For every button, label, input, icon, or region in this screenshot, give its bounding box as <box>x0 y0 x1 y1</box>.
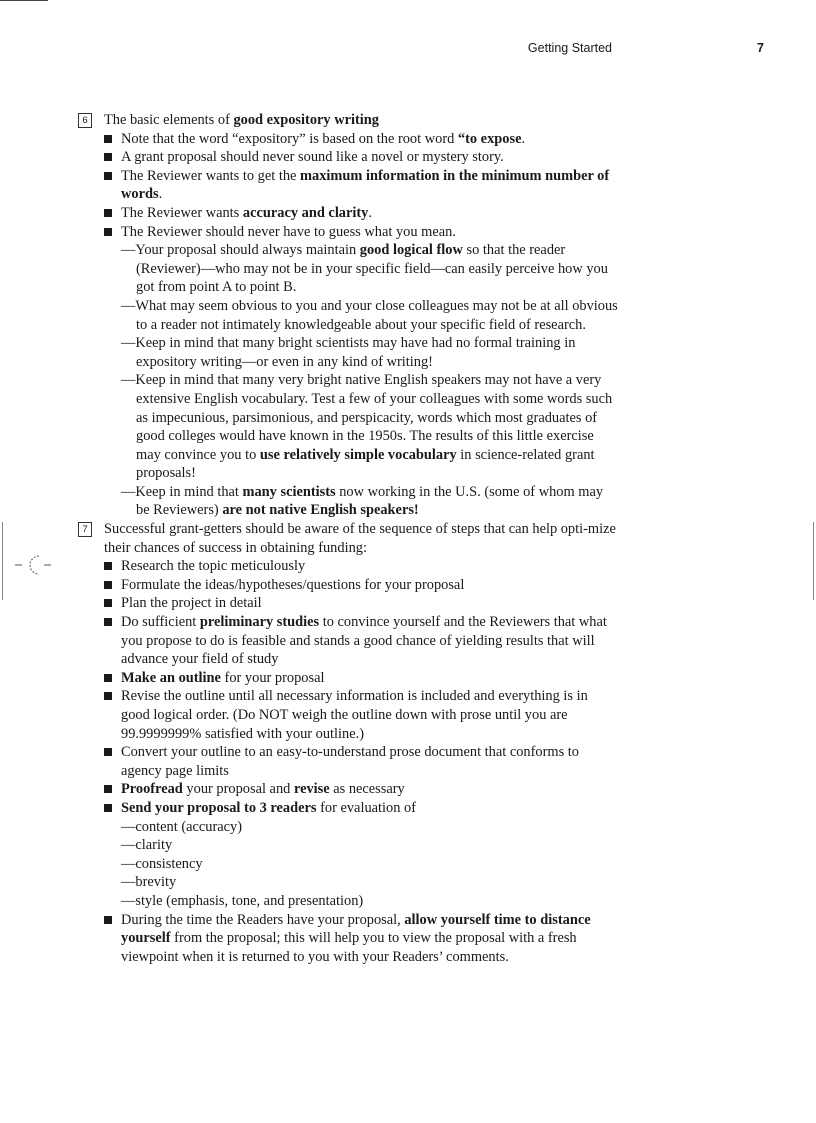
emphasis-text: preliminary studies <box>199 614 320 631</box>
page-number: 7 <box>757 41 764 55</box>
running-header <box>0 40 816 60</box>
list-item <box>104 576 618 595</box>
crop-mark <box>0 0 48 1</box>
margin-rule-left <box>2 522 3 600</box>
emphasis-text: maximum information in the minimum number of words <box>121 167 610 203</box>
bullet-text: A grant proposal should never sound like a novel or mystery story. <box>121 149 504 166</box>
emphasis-text: many scientists <box>242 483 336 500</box>
bullet-text: The Reviewer wants accuracy and clarity. <box>121 204 372 221</box>
emphasis-text: are not native English speakers! <box>222 502 419 519</box>
running-title: Getting Started <box>527 41 612 55</box>
bullet-text: Proofread your proposal and revise as necessary <box>121 781 405 798</box>
list-item <box>104 557 618 576</box>
bullet-text: Make an outline for your proposal <box>121 669 325 686</box>
square-bullet-icon <box>104 228 112 236</box>
sublist-item: —brevity <box>121 874 177 891</box>
bullet-text: Send your proposal to 3 readers for evaluation of <box>121 799 416 816</box>
section-intro: The basic elements of good expository writing <box>104 112 379 128</box>
list-item <box>104 148 618 167</box>
sublist-item: —What may seem obvious to you and your close colleagues may not be at all obvious to a reader not intimately knowledgeable about your specific field of research. <box>121 297 618 333</box>
bullet-text: Convert your outline to an easy-to-understand prose document that conforms to agency page limits <box>121 744 579 779</box>
list-item <box>104 613 618 669</box>
bullet-text: During the time the Readers have your proposal, allow yourself time to distance yourself from the proposal; this will help you to view the proposal with a fresh viewpoint when it is returned to you with your Readers’ comments. <box>121 911 591 965</box>
sublist-item: —style (emphasis, tone, and presentation) <box>121 892 364 909</box>
emphasis-text: Make an outline <box>121 669 221 686</box>
emphasis-text: Proofread <box>121 781 183 798</box>
dash-sublist <box>121 241 618 520</box>
emphasis-text: revise <box>293 781 330 798</box>
square-bullet-icon <box>104 599 112 607</box>
square-bullet-icon <box>104 209 112 217</box>
list-item <box>104 130 618 149</box>
section-number: 7 <box>78 522 92 537</box>
sublist-item: —content (accuracy) <box>121 818 243 835</box>
emphasis-text: good logical flow <box>359 242 463 259</box>
sublist-item: —Keep in mind that many very bright native English speakers may not have a very extensive English vocabulary. Test a few of your colleagues with some words such as impecunious, parsimonious, and perspicacity, words which most graduates of good colleges would have known in the 1950s. The results of this little exercise may convince you to use relatively simple vocabulary in science-related grant proposals! <box>121 372 613 482</box>
square-bullet-icon <box>104 172 112 180</box>
margin-rule-right <box>813 522 814 600</box>
bullet-list <box>104 557 618 966</box>
list-item <box>104 594 618 613</box>
bullet-text: Research the topic meticulously <box>121 558 306 575</box>
emphasis-text: good expository writing <box>233 112 379 128</box>
list-item <box>104 799 618 911</box>
registration-mark-icon <box>15 553 51 577</box>
sublist-item: —Keep in mind that many scientists now working in the U.S. (some of whom may be Reviewers) are not native English speakers! <box>121 483 604 519</box>
emphasis-text: use relatively simple vocabulary <box>259 446 457 463</box>
page-body <box>78 111 618 966</box>
square-bullet-icon <box>104 674 112 682</box>
sublist-item: —consistency <box>121 855 203 872</box>
list-item <box>104 223 618 521</box>
square-bullet-icon <box>104 804 112 812</box>
bullet-text: Do sufficient preliminary studies to convince yourself and the Reviewers that what you propose to do is feasible and stands a good chance of yielding results that will advance your field of study <box>121 614 607 668</box>
bullet-text: The Reviewer wants to get the maximum information in the minimum number of words. <box>121 167 610 203</box>
emphasis-text: accuracy and clarity <box>242 204 369 221</box>
emphasis-text: allow yourself time to distance yourself <box>121 911 591 947</box>
section <box>78 520 618 966</box>
sublist-item: —clarity <box>121 837 173 854</box>
section <box>78 111 618 520</box>
emphasis-text: Send your proposal to 3 readers <box>121 799 317 816</box>
list-item <box>104 687 618 743</box>
section-number: 6 <box>78 113 92 128</box>
square-bullet-icon <box>104 916 112 924</box>
dash-sublist <box>121 818 618 911</box>
square-bullet-icon <box>104 785 112 793</box>
list-item <box>104 669 618 688</box>
list-item <box>104 911 618 967</box>
bullet-text: Revise the outline until all necessary information is included and everything is in good logical order. (Do NOT weigh the outline down with prose until you are 99.9999999% satisfied with your outline.) <box>121 688 588 742</box>
emphasis-text: “to expose <box>457 130 522 147</box>
bullet-list <box>104 130 618 520</box>
section-intro: Successful grant-getters should be aware of the sequence of steps that can help opti-mize their chances of success in obtaining funding: <box>104 521 616 556</box>
square-bullet-icon <box>104 135 112 143</box>
square-bullet-icon <box>104 562 112 570</box>
bullet-text: The Reviewer should never have to guess what you mean. <box>121 223 456 240</box>
list-item <box>104 204 618 223</box>
list-item <box>104 780 618 799</box>
square-bullet-icon <box>104 153 112 161</box>
sublist-item: —Keep in mind that many bright scientists may have had no formal training in expository writing—or even in any kind of writing! <box>121 335 576 370</box>
bullet-text: Note that the word “expository” is based on the root word “to expose. <box>121 130 526 147</box>
list-item <box>104 167 618 204</box>
square-bullet-icon <box>104 618 112 626</box>
square-bullet-icon <box>104 748 112 756</box>
list-item <box>104 743 618 780</box>
square-bullet-icon <box>104 581 112 589</box>
bullet-text: Formulate the ideas/hypotheses/questions for your proposal <box>121 576 465 593</box>
square-bullet-icon <box>104 692 112 700</box>
bullet-text: Plan the project in detail <box>121 595 262 612</box>
sublist-item: —Your proposal should always maintain good logical flow so that the reader (Reviewer)—who may not be in your specific field—can easily perceive how you got from point A to point B. <box>121 242 608 296</box>
